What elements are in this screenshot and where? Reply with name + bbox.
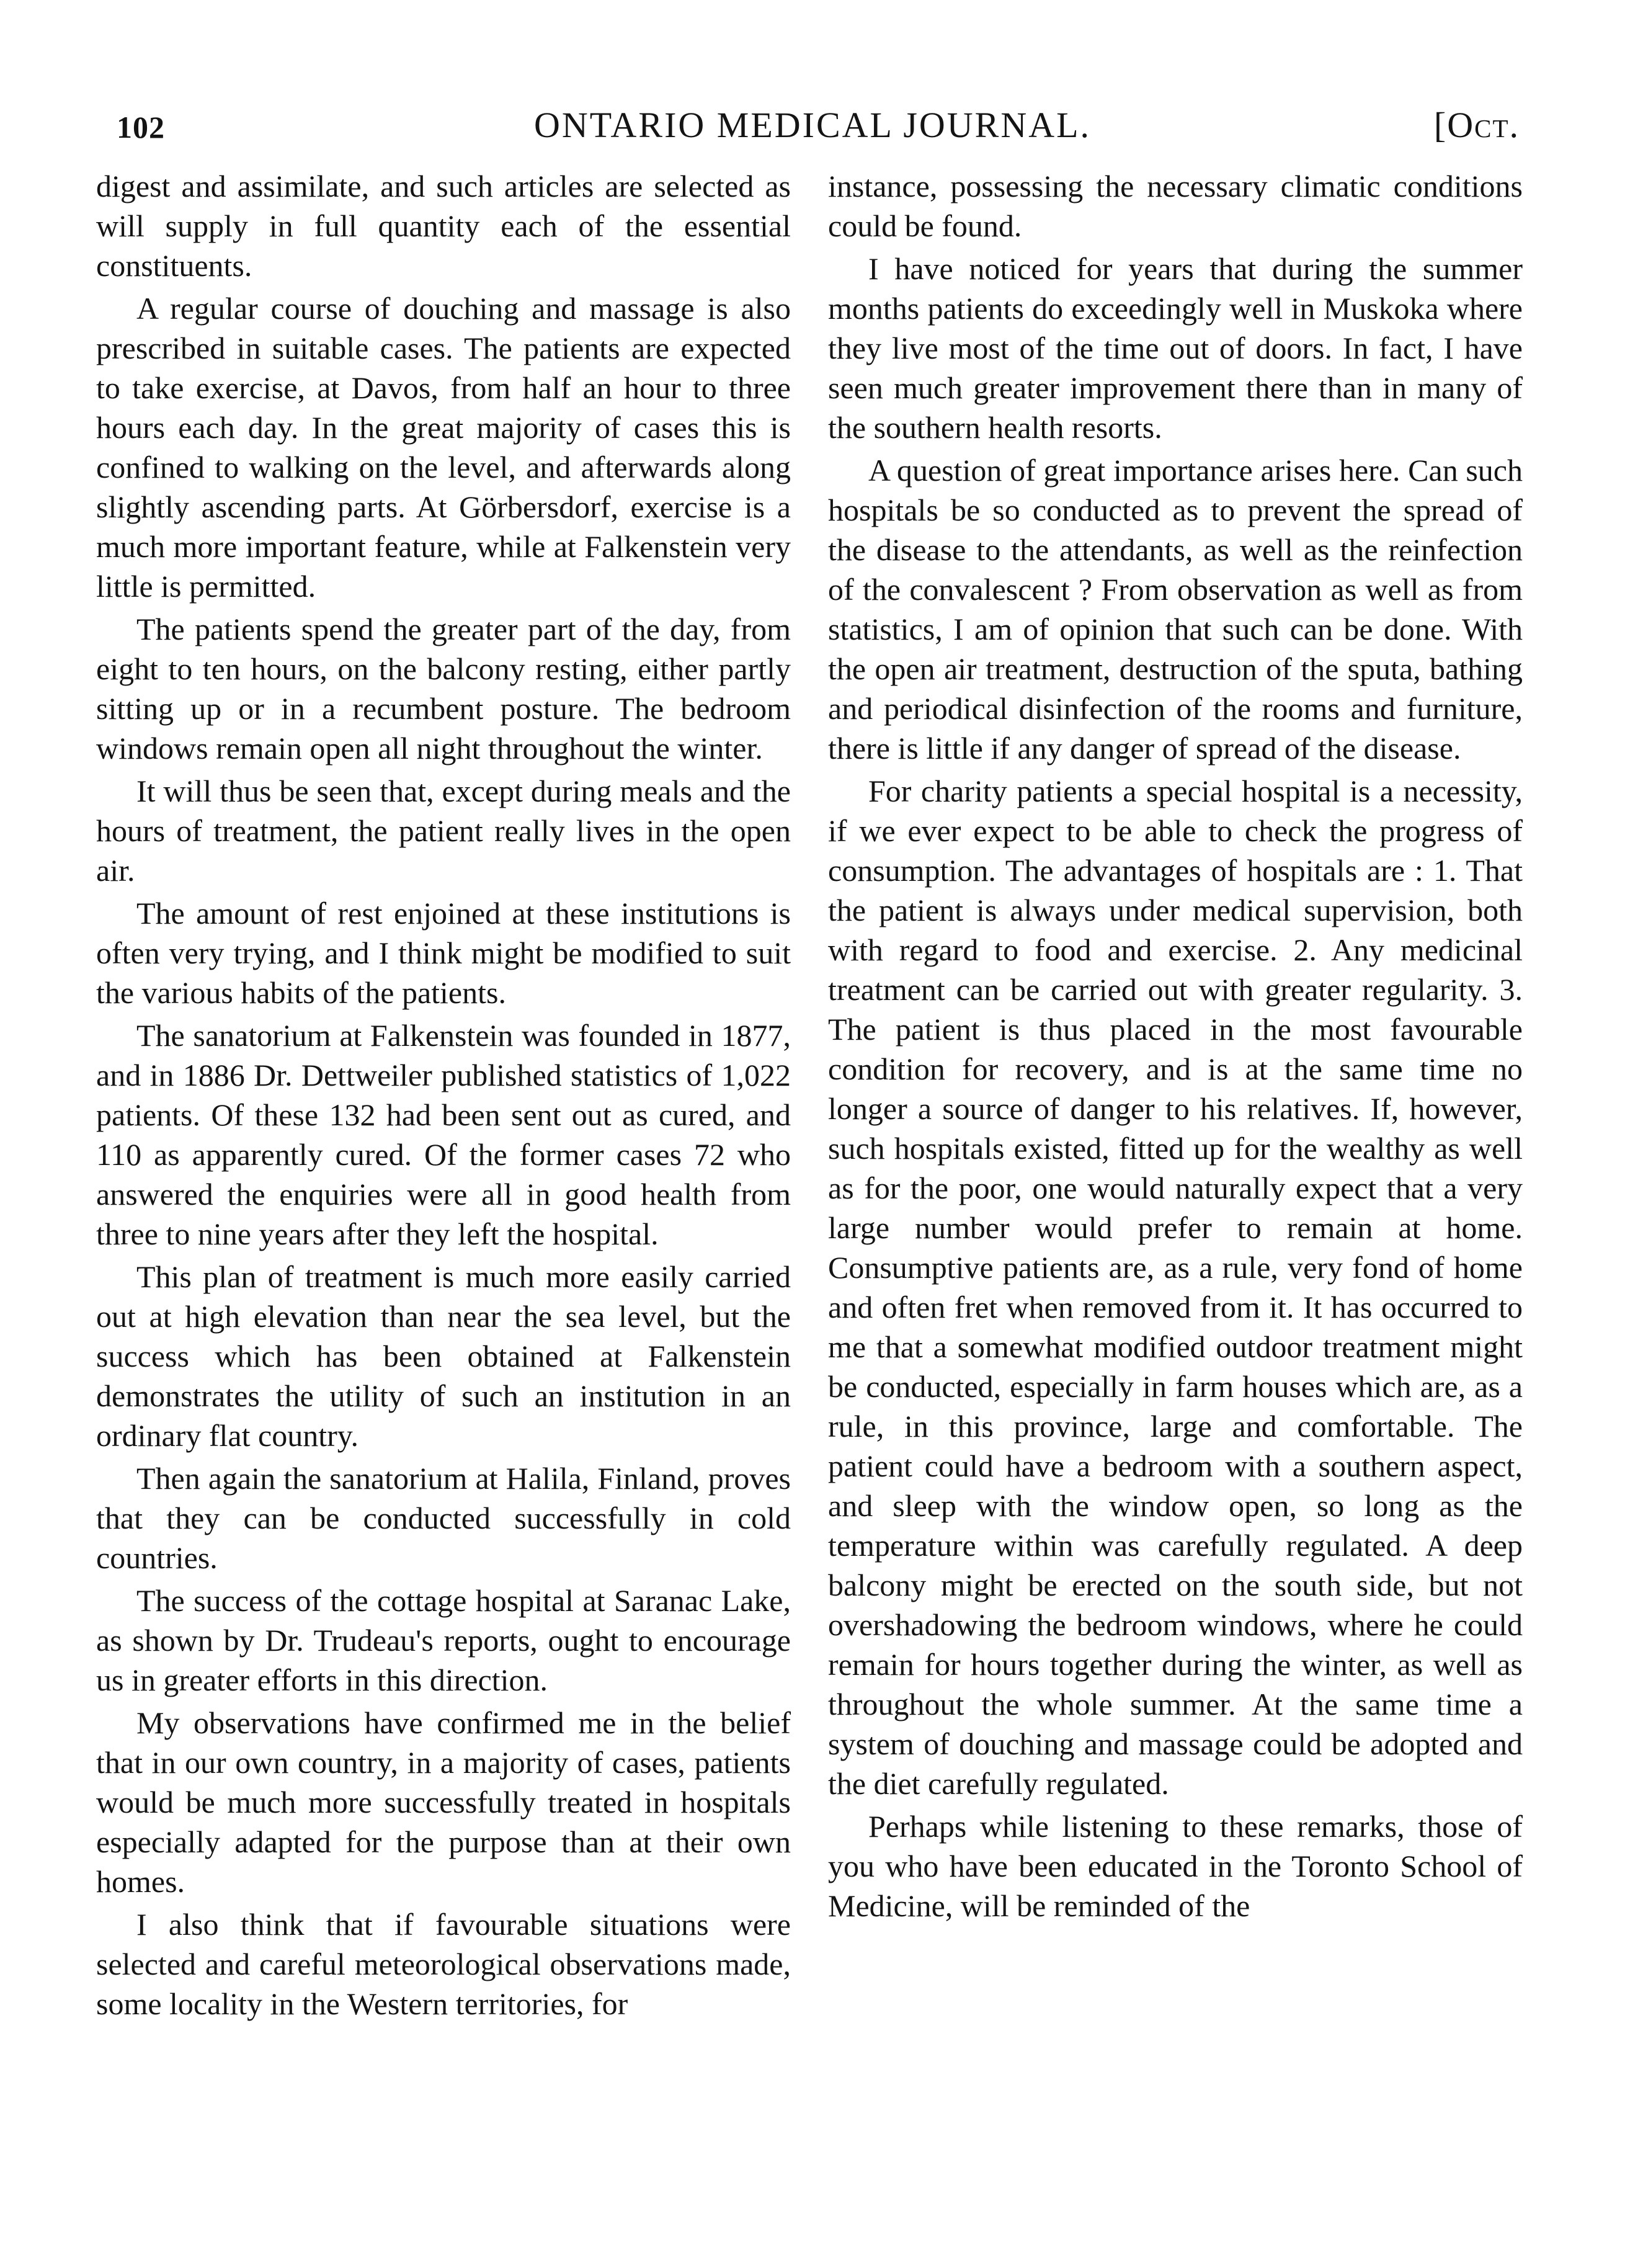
right-column bbox=[828, 166, 1523, 1929]
left-column bbox=[96, 166, 791, 2027]
paragraph: instance, possessing the necessary climatic conditions could be found. bbox=[828, 169, 1523, 243]
paragraph: This plan of treatment is much more easily carried out at high elevation than near the sea level, but the success which has been obtained at Falkenstein demonstrates the utility of such an institution in an ordinary flat country. bbox=[96, 1259, 791, 1453]
paragraph: Perhaps while listening to these remarks, those of you who have been educated in the Toronto School of Medicine, will be reminded of the bbox=[828, 1809, 1523, 1923]
paragraph: A question of great importance arises here. Can such hospitals be so conducted as to prevent the spread of the disease to the attendants, as well as the reinfection of the convalescent ? From observation as well as from statistics, I am of opinion that such can be done. With the open air treatment, destruction of the sputa, bathing and periodical disinfection of the rooms and furniture, there is little if any danger of spread of the disease. bbox=[828, 453, 1523, 766]
paragraph: It will thus be seen that, except during meals and the hours of treatment, the patient really lives in the open air. bbox=[96, 774, 791, 888]
paragraph: I have noticed for years that during the summer months patients do exceedingly well in Muskoka where they live most of the time out of doors. In fact, I have seen much greater improvement there than in many of the southern health resorts. bbox=[828, 251, 1523, 445]
paragraph: The patients spend the greater part of the day, from eight to ten hours, on the balcony resting, either partly sitting up or in a recumbent posture. The bedroom windows remain open all night throughout the winter. bbox=[96, 612, 791, 766]
paragraph: Then again the sanatorium at Halila, Finland, proves that they can be conducted successfully in cold countries. bbox=[96, 1461, 791, 1575]
paragraph: I also think that if favourable situations were selected and careful meteorological observations made, some locality in the Western territories, for bbox=[96, 1907, 791, 2021]
paragraph: The amount of rest enjoined at these institutions is often very trying, and I think might be modified to suit the various habits of the patients. bbox=[96, 896, 791, 1010]
page-number: 102 bbox=[117, 110, 165, 145]
running-head bbox=[87, 93, 1538, 161]
paragraph: The success of the cottage hospital at Saranac Lake, as shown by Dr. Trudeau's reports, ought to encourage us in greater efforts in this direction. bbox=[96, 1583, 791, 1697]
paragraph: A regular course of douching and massage is also prescribed in suitable cases. The patients are expected to take exercise, at Davos, from half an hour to three hours each day. In the great majority of cases this is confined to walking on the level, and afterwards along slightly ascending parts. At Görbersdorf, exercise is a much more important feature, while at Falkenstein very little is permitted. bbox=[96, 291, 791, 604]
issue-month: [Oct. bbox=[1433, 105, 1520, 145]
paragraph: The sanatorium at Falkenstein was founded in 1877, and in 1886 Dr. Dettweiler published statistics of 1,022 patients. Of these 132 had been sent out as cured, and 110 as apparently cured. Of the former cases 72 who answered the enquiries were all in good health from three to nine years after they left the hospital. bbox=[96, 1018, 791, 1251]
journal-title: ONTARIO MEDICAL JOURNAL. bbox=[533, 105, 1092, 145]
paragraph: My observations have confirmed me in the belief that in our own country, in a majority of cases, patients would be much more successfully treated in hospitals especially adapted for the purpose than at their own homes. bbox=[96, 1705, 791, 1899]
paragraph: For charity patients a special hospital is a necessity, if we ever expect to be able to check the progress of consumption. The advantages of hospitals are : 1. That the patient is always under medical supervision, both with regard to food and exercise. 2. Any medicinal treatment can be carried out with greater regularity. 3. The patient is thus placed in the most favourable condition for recovery, and is at the same time no longer a source of danger to his relatives. If, however, such hospitals existed, fitted up for the wealthy as well as for the poor, one would naturally expect that a very large number would prefer to remain at home. Consumptive patients are, as a rule, very fond of home and often fret when removed from it. It has occurred to me that a somewhat modified outdoor treatment might be conducted, especially in farm houses which are, as a rule, in this province, large and comfortable. The patient could have a bedroom with a southern aspect, and sleep with the window open, so long as the temperature within was carefully regulated. A deep balcony might be erected on the south side, but not overshadowing the bedroom windows, where he could remain for hours together during the winter, as well as throughout the whole summer. At the same time a system of douching and massage could be adopted and the diet carefully regulated. bbox=[828, 774, 1523, 1801]
paragraph: digest and assimilate, and such articles are selected as will supply in full quantity each of the essential constituents. bbox=[96, 169, 791, 283]
